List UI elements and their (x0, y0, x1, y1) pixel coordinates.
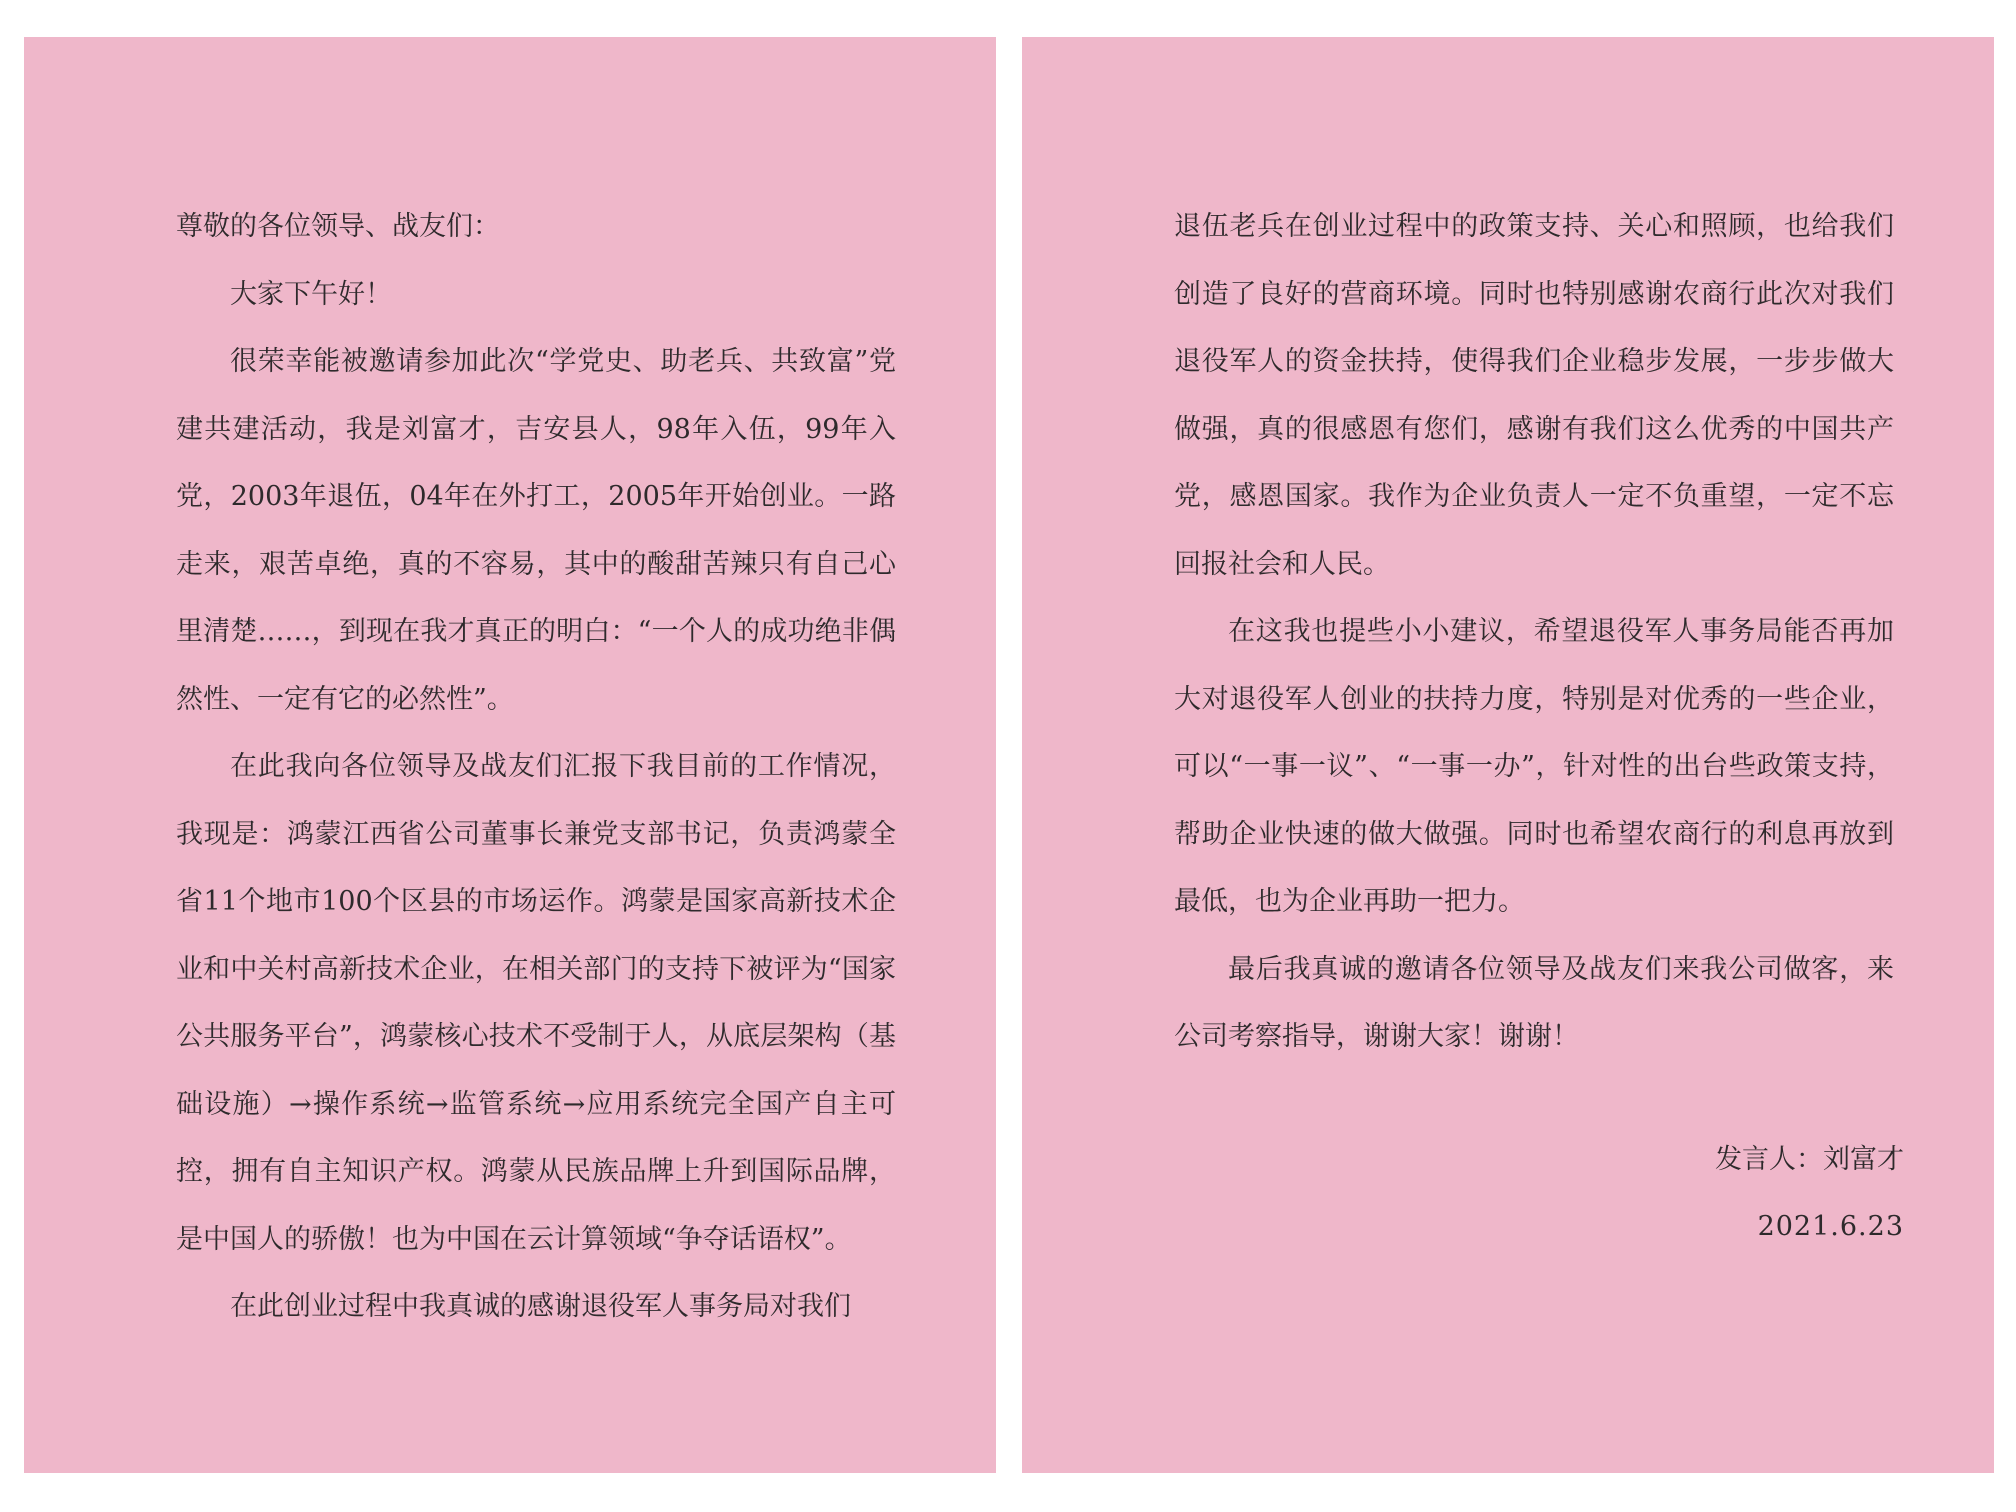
intro-paragraph: 很荣幸能被邀请参加此次“学党史、助老兵、共致富”党建共建活动，我是刘富才，吉安县人，98年入伍，99年入党，2003年退伍，04年在外打工，2005年开始创业。一路走来，艰苦卓绝，真的不容易，其中的酸甜苦辣只有自己心里清楚……，到现在我才真正的明白：“一个人的成功绝非偶然性、一定有它的必然性”。 (176, 346, 896, 715)
signature-date: 2021.6.23 (1757, 1211, 1904, 1242)
right-page-body (1174, 193, 1894, 1071)
suggestion-paragraph: 在这我也提些小小建议，希望退役军人事务局能否再加大对退役军人创业的扶持力度，特别是对优秀的一些企业，可以“一事一议”、“一事一办”，针对性的出台些政策支持，帮助企业快速的做大做强。同时也希望农商行的利息再放到最低，也为企业再助一把力。 (1174, 616, 1894, 917)
salutation: 尊敬的各位领导、战友们： (176, 211, 500, 242)
invitation-paragraph: 最后我真诚的邀请各位领导及战友们来我公司做客，来公司考察指导，谢谢大家！谢谢！ (1174, 953, 1894, 1052)
speaker-signature: 发言人：刘富才 (1715, 1144, 1904, 1175)
thanks-paragraph-continued: 退伍老兵在创业过程中的政策支持、关心和照顾，也给我们创造了良好的营商环境。同时也特别感谢农商行此次对我们退役军人的资金扶持，使得我们企业稳步发展，一步步做大做强，真的很感恩有您们，感谢有我们这么优秀的中国共产党，感恩国家。我作为企业负责人一定不负重望，一定不忘回报社会和人民。 (1174, 211, 1894, 580)
document-page-left (24, 37, 996, 1473)
thanks-paragraph-start: 在此创业过程中我真诚的感谢退役军人事务局对我们 (230, 1291, 851, 1322)
greeting: 大家下午好！ (230, 278, 392, 310)
document-page-right (1022, 37, 1994, 1473)
left-page-body (176, 193, 896, 1341)
work-paragraph: 在此我向各位领导及战友们汇报下我目前的工作情况，我现是：鸿蒙江西省公司董事长兼党支部书记，负责鸿蒙全省11个地市100个区县的市场运作。鸿蒙是国家高新技术企业和中关村高新技术企业，在相关部门的支持下被评为“国家公共服务平台”，鸿蒙核心技术不受制于人，从底层架构（基础设施）→操作系统→监管系统→应用系统完全国产自主可控，拥有自主知识产权。鸿蒙从民族品牌上升到国际品牌，是中国人的骄傲！也为中国在云计算领域“争夺话语权”。 (176, 751, 896, 1255)
